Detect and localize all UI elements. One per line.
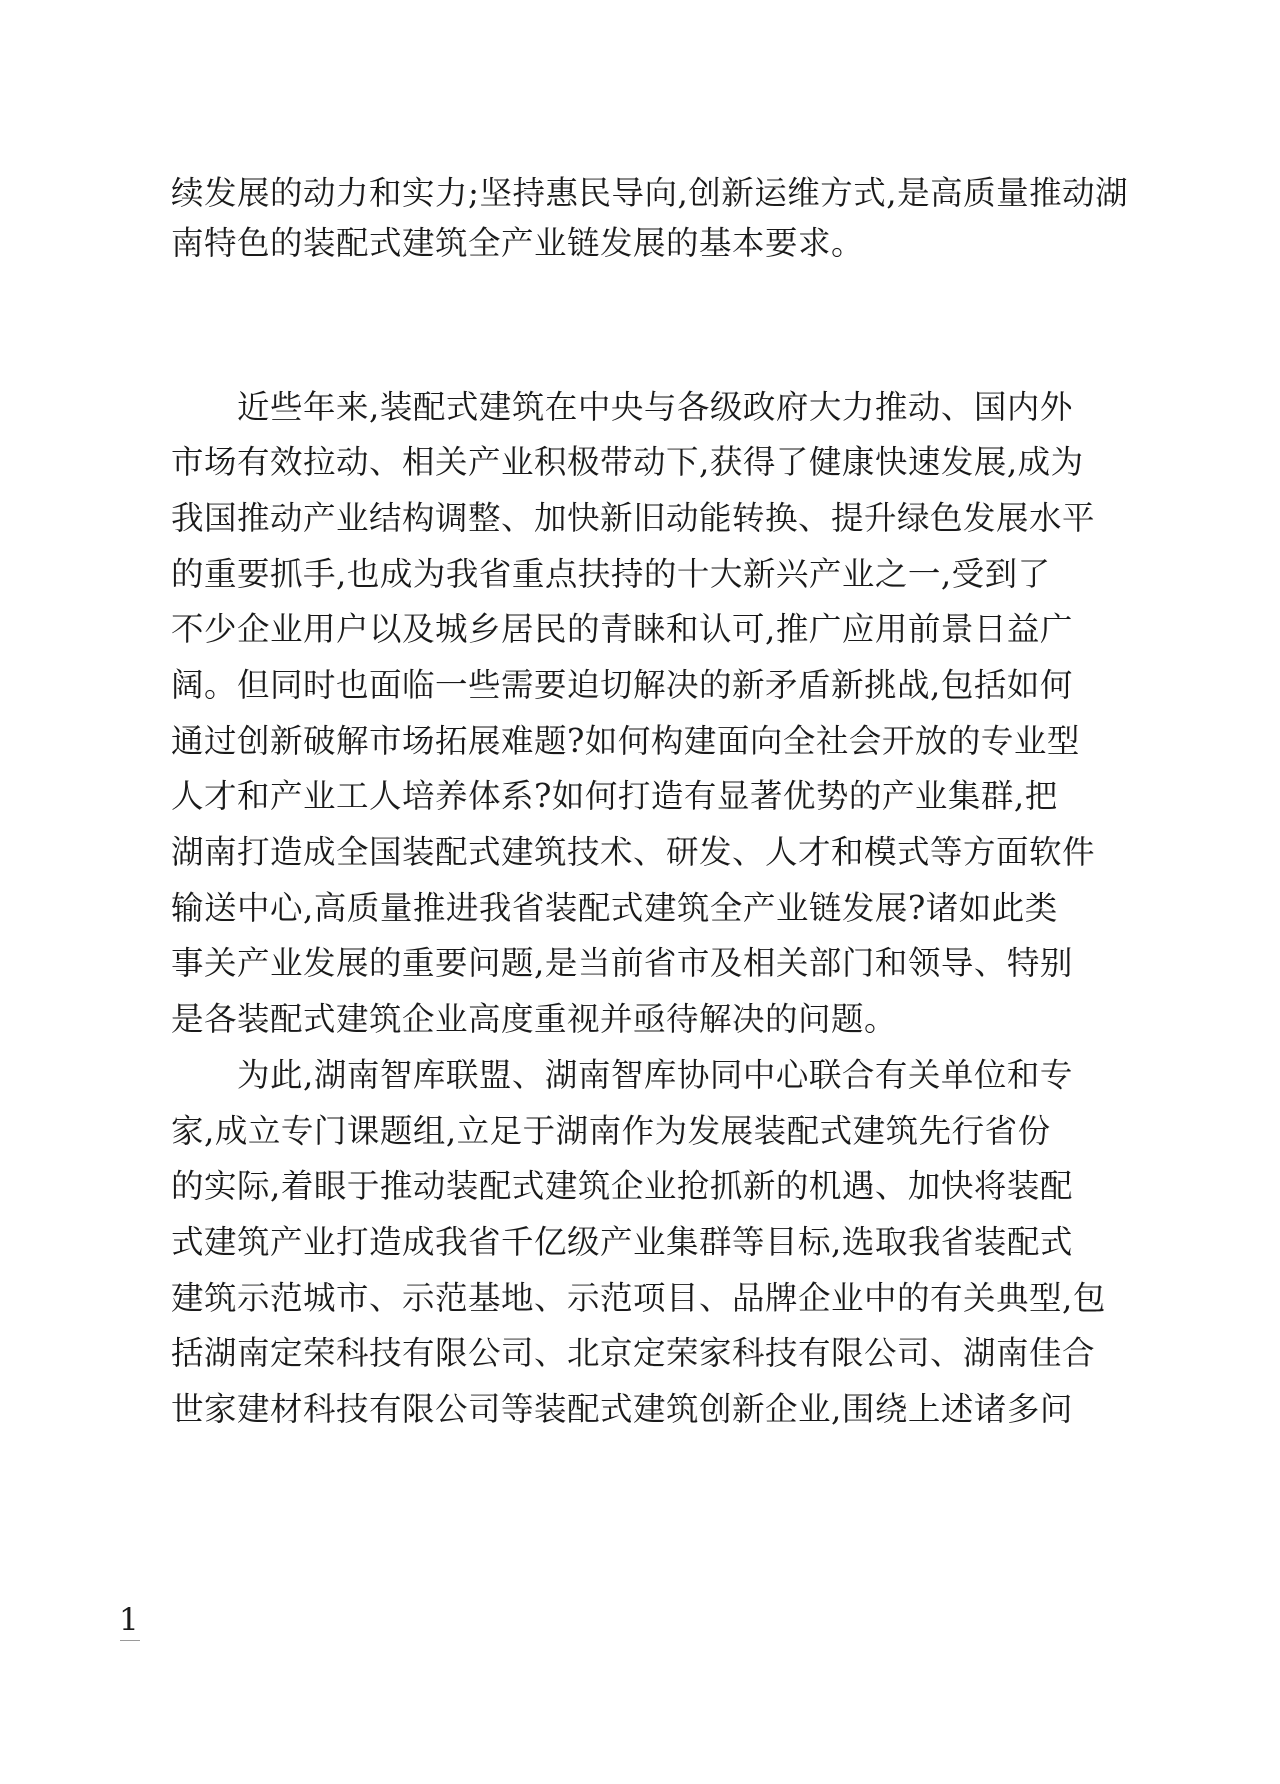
text-line: 我国推动产业结构调整、加快新旧动能转换、提升绿色发展水平 [171,499,1096,537]
text-line: 不少企业用户以及城乡居民的青睐和认可,推广应用前景日益广 [171,610,1073,648]
page-number: 1 [119,1602,139,1638]
text-line: 阔。但同时也面临一些需要迫切解决的新矛盾新挑战,包括如何 [171,666,1073,704]
text-line: 输送中心,高质量推进我省装配式建筑全产业链发展?诸如此类 [171,889,1058,927]
text-line: 家,成立专门课题组,立足于湖南作为发展装配式建筑先行省份 [171,1112,1051,1150]
text-line: 的重要抓手,也成为我省重点扶持的十大新兴产业之一,受到了 [171,555,1051,593]
text-line: 的实际,着眼于推动装配式建筑企业抢抓新的机遇、加快将装配 [171,1167,1073,1205]
text-line: 式建筑产业打造成我省千亿级产业集群等目标,选取我省装配式 [171,1223,1073,1261]
text-line: 市场有效拉动、相关产业积极带动下,获得了健康快速发展,成为 [171,443,1084,481]
text-line: 通过创新破解市场拓展难题?如何构建面向全社会开放的专业型 [171,722,1080,760]
text-line: 续发展的动力和实力;坚持惠民导向,创新运维方式,是高质量推动湖 [171,174,1129,212]
text-line: 事关产业发展的重要问题,是当前省市及相关部门和领导、特别 [171,944,1073,982]
text-line: 世家建材科技有限公司等装配式建筑创新企业,围绕上述诸多问 [171,1390,1073,1428]
text-line: 建筑示范城市、示范基地、示范项目、品牌企业中的有关典型,包 [171,1279,1106,1317]
text-line: 近些年来,装配式建筑在中央与各级政府大力推动、国内外 [237,388,1073,426]
text-line: 湖南打造成全国装配式建筑技术、研发、人才和模式等方面软件 [171,833,1096,871]
page-number-rule [120,1640,140,1641]
text-line: 南特色的装配式建筑全产业链发展的基本要求。 [171,224,865,262]
text-line: 括湖南定荣科技有限公司、北京定荣家科技有限公司、湖南佳合 [171,1334,1096,1372]
text-line: 为此,湖南智库联盟、湖南智库协同中心联合有关单位和专 [237,1056,1073,1094]
text-line: 人才和产业工人培养体系?如何打造有显著优势的产业集群,把 [171,777,1058,815]
text-line: 是各装配式建筑企业高度重视并亟待解决的问题。 [171,1000,898,1038]
